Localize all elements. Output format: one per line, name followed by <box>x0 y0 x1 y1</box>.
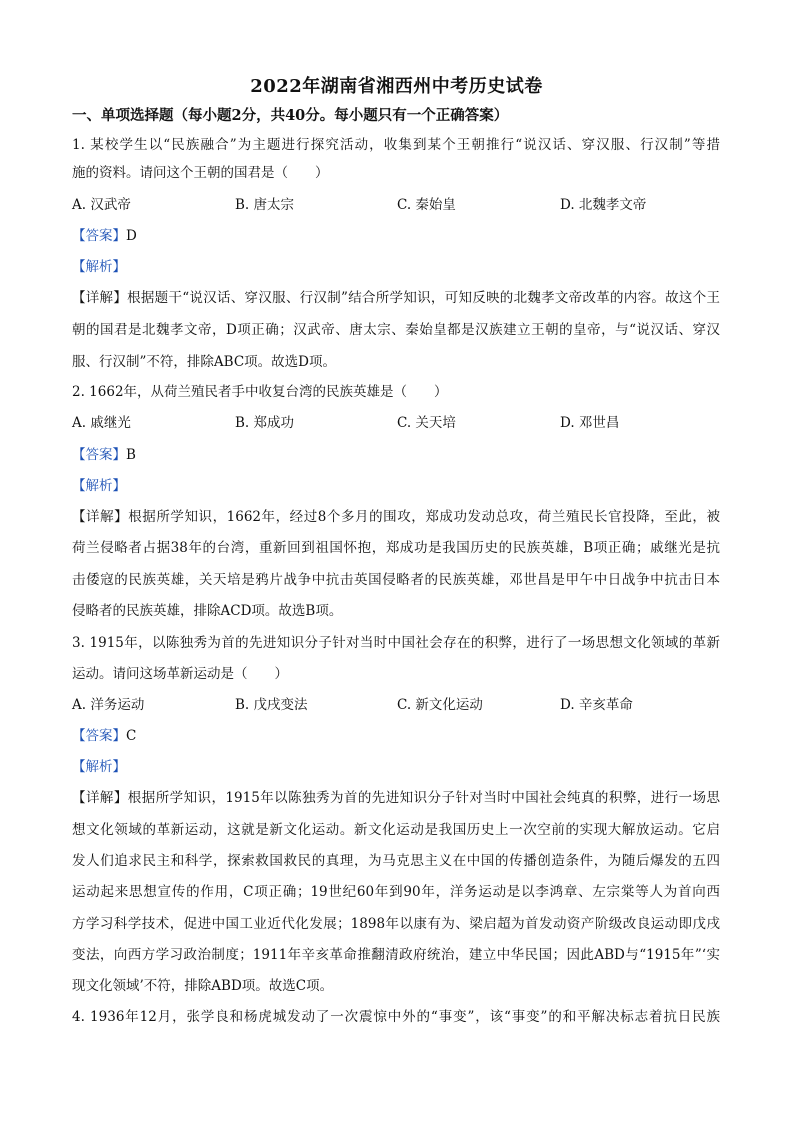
q3-stem-line-1: 3. 1915年，以陈独秀为首的先进知识分子针对当时中国社会存在的积弊，进行了一场思想文化领域的革新 <box>72 635 720 651</box>
q1-option-c: C. 秦始皇 <box>397 197 456 213</box>
q1-detail-line-3: 服、行汉制”不符，排除ABC项。故选D项。 <box>72 354 336 370</box>
q1-detail-line-2: 朝的国君是北魏孝文帝，D项正确；汉武帝、唐太宗、秦始皇都是汉族建立王朝的皇帝，与“说汉话、穿汉 <box>72 322 720 338</box>
section-heading: 一、单项选择题（每小题2分，共40分。每小题只有一个正确答案） <box>72 107 509 124</box>
analysis-tag: 【解析】 <box>72 478 126 494</box>
q3-detail-text-1: 根据所学知识，1915年以陈独秀为首的先进知识分子针对当时中国社会纯真的积弊，进行一场思 <box>127 790 721 806</box>
q3-detail-line-4: 运动起来思想宣传的作用，C项正确；19世纪60年到90年，洋务运动是以李鸿章、左宗棠等人为首向西 <box>72 884 720 900</box>
q1-analysis-tag <box>72 257 126 277</box>
q3-detail-line-1 <box>72 788 720 808</box>
q2-detail-line-1 <box>72 507 720 527</box>
q3-detail-line-5: 方学习科学技术，促进中国工业近代化发展；1898年以康有为、梁启超为首发动资产阶级改良运动即戊戌 <box>72 916 720 932</box>
q4-stem-line-1: 4. 1936年12月，张学良和杨虎城发动了一次震惊中外的“事变”，该“事变”的和平解决标志着抗日民族 <box>72 1009 720 1025</box>
q3-option-d: D. 辛亥革命 <box>560 697 633 713</box>
analysis-tag: 【解析】 <box>72 259 126 275</box>
q2-option-c: C. 关天培 <box>397 415 456 431</box>
q3-detail-line-7: 现文化领域’不符，排除ABD项。故选C项。 <box>72 978 334 994</box>
q1-detail-text-1: 根据题干“说汉话、穿汉服、行汉制”结合所学知识，可知反映的北魏孝文帝改革的内容。故这个王 <box>127 290 720 306</box>
q1-stem-line-2: 施的资料。请问这个王朝的国君是（ ） <box>72 165 329 181</box>
q3-answer-value: C <box>126 728 137 744</box>
detail-tag: 【详解】 <box>72 290 128 306</box>
answer-tag: 【答案】 <box>72 728 126 744</box>
q3-detail-line-6: 变法，向西方学习政治制度；1911年辛亥革命推翻清政府统治，建立中华民国；因此ABD与“1915年”‘实 <box>72 947 720 963</box>
q3-option-a: A. 洋务运动 <box>72 697 145 713</box>
q2-answer-value: B <box>126 447 136 463</box>
q2-option-a: A. 戚继光 <box>72 415 131 431</box>
q3-detail-line-2: 想文化领域的革新运动，这就是新文化运动。新文化运动是我国历史上一次空前的实现大解放运动。它启 <box>72 822 720 838</box>
q3-analysis-tag <box>72 757 126 777</box>
q2-answer <box>72 445 136 465</box>
q2-detail-line-3: 击倭寇的民族英雄，关天培是鸦片战争中抗击英国侵略者的民族英雄，邓世昌是甲午中日战争中抗击日本 <box>72 572 720 588</box>
q1-answer <box>72 226 137 246</box>
q2-detail-text-1: 根据所学知识，1662年，经过8个多月的围攻，郑成功发动总攻，荷兰殖民长官投降，至此，被 <box>128 509 720 525</box>
answer-tag: 【答案】 <box>72 228 126 244</box>
page-title: 2022年湖南省湘西州中考历史试卷 <box>250 76 543 97</box>
q3-detail-line-3: 发人们追求民主和科学，探索救国救民的真理，为马克思主义在中国的传播创造条件，为随后爆发的五四 <box>72 853 720 869</box>
analysis-tag: 【解析】 <box>72 759 126 775</box>
answer-tag: 【答案】 <box>72 447 126 463</box>
q2-detail-line-2: 荷兰侵略者占据38年的台湾，重新回到祖国怀抱，郑成功是我国历史的民族英雄，B项正确；戚继光是抗 <box>72 540 720 556</box>
q2-stem-line-1: 2. 1662年，从荷兰殖民者手中收复台湾的民族英雄是（ ） <box>72 384 448 400</box>
q2-option-d: D. 邓世昌 <box>560 415 620 431</box>
q2-option-b: B. 郑成功 <box>235 415 295 431</box>
detail-tag: 【详解】 <box>72 509 129 525</box>
q1-option-d: D. 北魏孝文帝 <box>560 197 647 213</box>
q1-detail-line-1 <box>72 288 720 308</box>
q1-option-a: A. 汉武帝 <box>72 197 131 213</box>
q1-stem-line-1: 1. 某校学生以“民族融合”为主题进行探究活动，收集到某个王朝推行“说汉话、穿汉服、行汉制”等措 <box>72 137 720 153</box>
detail-tag: 【详解】 <box>72 790 128 806</box>
q3-answer <box>72 726 136 746</box>
q3-option-c: C. 新文化运动 <box>397 697 483 713</box>
q3-option-b: B. 戊戌变法 <box>235 697 308 713</box>
q3-stem-line-2: 运动。请问这场革新运动是（ ） <box>72 666 288 682</box>
q1-answer-value: D <box>126 228 137 244</box>
q2-detail-line-4: 侵略者的民族英雄，排除ACD项。故选B项。 <box>72 603 343 619</box>
q1-option-b: B. 唐太宗 <box>235 197 295 213</box>
q2-analysis-tag <box>72 476 126 496</box>
